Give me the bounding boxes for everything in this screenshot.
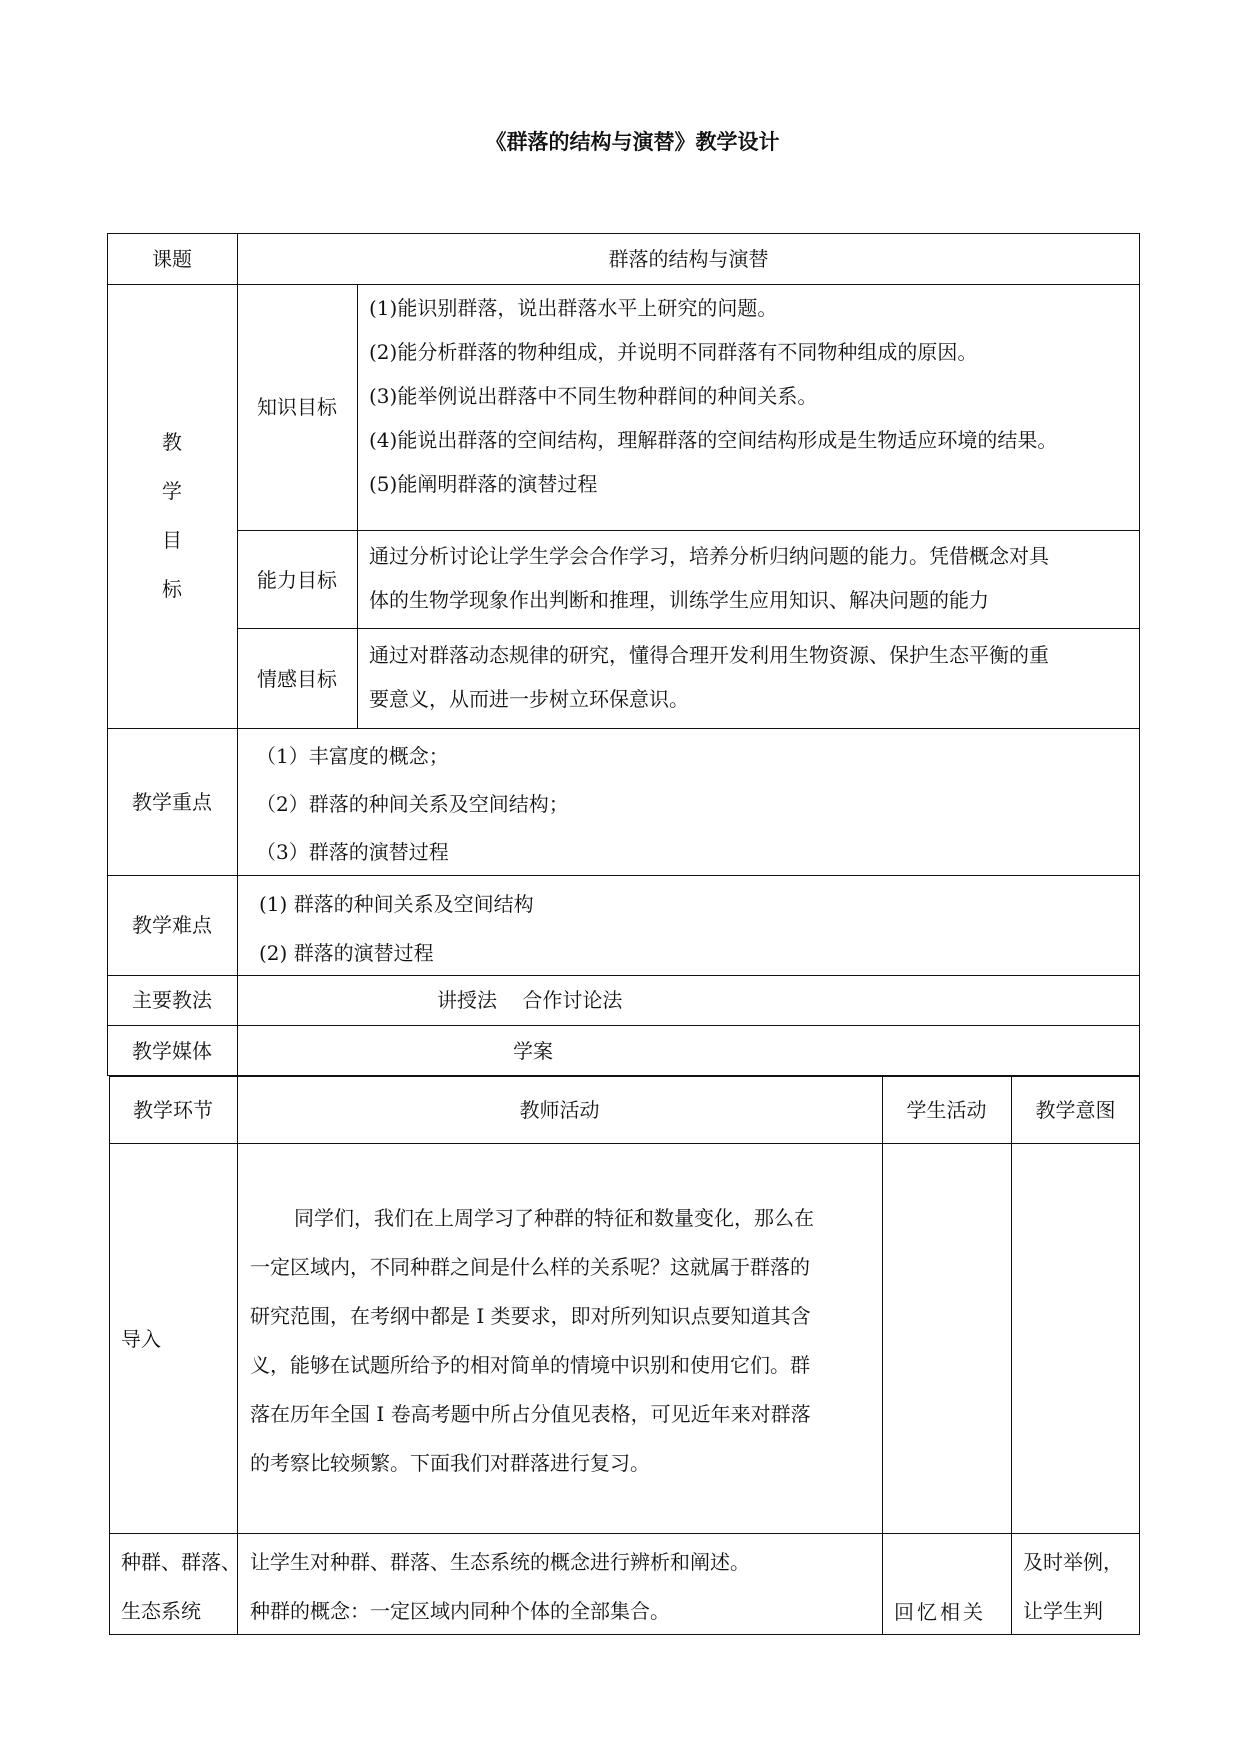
methods-label: 主要教法 bbox=[132, 988, 212, 1012]
column-divider bbox=[1011, 1076, 1012, 1635]
methods-value: 讲授法 合作讨论法 bbox=[437, 988, 623, 1012]
difficulties-label: 教学难点 bbox=[132, 913, 212, 937]
ability-line: 体的生物学现象作出判断和推理，训练学生应用知识、解决问题的能力 bbox=[369, 588, 989, 612]
row-divider bbox=[107, 1025, 1140, 1026]
ability-label: 能力目标 bbox=[257, 568, 337, 592]
key-points-list bbox=[256, 732, 569, 876]
knowledge-item: (3)能举例说出群落中不同生物种群间的种间关系。 bbox=[369, 384, 818, 408]
concepts-stage bbox=[121, 1538, 241, 1636]
concepts-intent-line: 及时举例， bbox=[1023, 1550, 1123, 1574]
concepts-stage-line: 生态系统 bbox=[121, 1599, 201, 1623]
row-divider bbox=[237, 530, 1140, 531]
knowledge-item: (1)能识别群落，说出群落水平上研究的问题。 bbox=[369, 296, 778, 320]
intro-line: 同学们，我们在上周学习了种群的特征和数量变化，那么在 bbox=[294, 1206, 814, 1230]
intro-teacher-activity bbox=[250, 1194, 814, 1488]
difficulties-list bbox=[259, 880, 534, 978]
header-stage: 教学环节 bbox=[133, 1098, 213, 1122]
concepts-teacher-line: 让学生对种群、群落、生态系统的概念进行辨析和阐述。 bbox=[250, 1550, 750, 1574]
row-divider bbox=[107, 284, 1140, 285]
objectives-label bbox=[107, 418, 237, 614]
concepts-teacher-activity bbox=[250, 1538, 750, 1636]
media-value: 学案 bbox=[513, 1039, 553, 1063]
media-label: 教学媒体 bbox=[132, 1039, 212, 1063]
subject-label: 课题 bbox=[152, 247, 192, 271]
concepts-intent bbox=[1023, 1538, 1123, 1636]
concepts-intent-line: 让学生判 bbox=[1023, 1599, 1103, 1623]
ability-line: 通过分析讨论让学生学会合作学习，培养分析归纳问题的能力。凭借概念对具 bbox=[369, 544, 1049, 568]
ability-text bbox=[369, 534, 1049, 622]
key-points-label: 教学重点 bbox=[132, 790, 212, 814]
emotion-label: 情感目标 bbox=[257, 667, 337, 691]
subject-value: 群落的结构与演替 bbox=[608, 247, 769, 271]
key-point-item: （2）群落的种间关系及空间结构； bbox=[256, 792, 569, 816]
header-teacher: 教师活动 bbox=[519, 1098, 600, 1122]
emotion-text bbox=[369, 633, 1049, 721]
concepts-teacher-line: 种群的概念：一定区域内同种个体的全部集合。 bbox=[250, 1599, 670, 1623]
header-intent: 教学意图 bbox=[1035, 1098, 1116, 1122]
row-divider bbox=[237, 628, 1140, 629]
concepts-stage-line: 种群、群落、 bbox=[121, 1550, 241, 1574]
knowledge-items bbox=[369, 286, 1057, 506]
objectives-label-char: 目 bbox=[162, 528, 182, 552]
column-divider bbox=[357, 284, 358, 728]
document-title: 《群落的结构与演替》教学设计 bbox=[485, 129, 780, 154]
difficulty-item: (2) 群落的演替过程 bbox=[259, 941, 434, 965]
intro-line: 的考察比较频繁。下面我们对群落进行复习。 bbox=[250, 1451, 650, 1475]
column-divider bbox=[882, 1076, 883, 1635]
knowledge-item: (2)能分析群落的物种组成，并说明不同群落有不同物种组成的原因。 bbox=[369, 340, 978, 364]
row-divider bbox=[107, 728, 1140, 729]
objectives-label-char: 学 bbox=[162, 479, 182, 503]
row-divider bbox=[109, 1533, 1140, 1534]
emotion-line: 通过对群落动态规律的研究，懂得合理开发利用生物资源、保护生态平衡的重 bbox=[369, 643, 1049, 667]
key-point-item: （3）群落的演替过程 bbox=[256, 840, 449, 864]
knowledge-item: (4)能说出群落的空间结构，理解群落的空间结构形成是生物适应环境的结果。 bbox=[369, 428, 1058, 452]
column-divider bbox=[237, 233, 238, 1076]
intro-line: 一定区域内，不同种群之间是什么样的关系呢？这就属于群落的 bbox=[250, 1255, 810, 1279]
emotion-line: 要意义，从而进一步树立环保意识。 bbox=[369, 687, 689, 711]
intro-line: 落在历年全国 I 卷高考题中所占分值见表格，可见近年来对群落 bbox=[250, 1402, 811, 1426]
knowledge-label: 知识目标 bbox=[257, 395, 337, 419]
objectives-label-char: 标 bbox=[162, 577, 182, 601]
intro-line: 义，能够在试题所给予的相对简单的情境中识别和使用它们。群 bbox=[250, 1353, 810, 1377]
header-student: 学生活动 bbox=[906, 1098, 987, 1122]
difficulty-item: (1) 群落的种间关系及空间结构 bbox=[259, 892, 534, 916]
concepts-student-activity: 回忆相关 bbox=[894, 1600, 986, 1624]
key-point-item: （1）丰富度的概念； bbox=[256, 744, 449, 768]
knowledge-item: (5)能阐明群落的演替过程 bbox=[369, 472, 598, 496]
intro-line: 研究范围，在考纲中都是 I 类要求，即对所列知识点要知道其含 bbox=[250, 1304, 811, 1328]
objectives-label-char: 教 bbox=[162, 430, 182, 454]
row-divider bbox=[109, 1143, 1140, 1144]
intro-stage: 导入 bbox=[121, 1327, 161, 1351]
